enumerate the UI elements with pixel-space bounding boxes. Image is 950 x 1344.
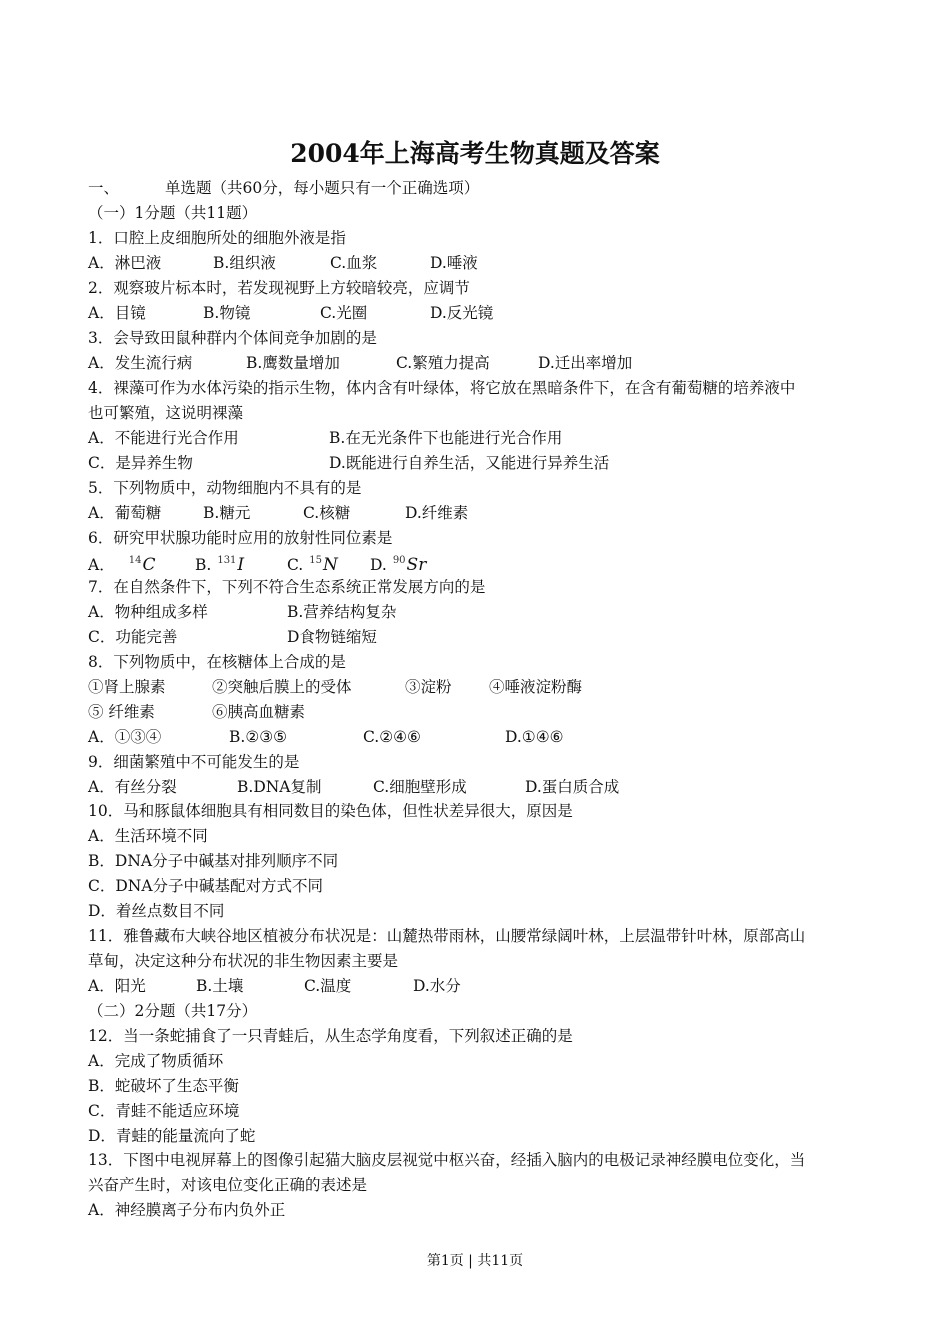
option-d: D.水分 — [413, 977, 461, 995]
element-symbol: Sr — [406, 555, 427, 575]
option-c: C.细胞壁形成 — [373, 778, 467, 796]
element-symbol: N — [322, 555, 338, 575]
question-stem: 5．下列物质中，动物细胞内不具有的是 — [88, 479, 362, 497]
part-heading: （一）1分题（共11题） — [88, 204, 258, 222]
option-d: D.迁出率增加 — [538, 354, 633, 372]
option-d: D.蛋白质合成 — [525, 778, 620, 796]
question-stem: 13．下图中电视屏幕上的图像引起猫大脑皮层视觉中枢兴奋，经插入脑内的电极记录神经膜电位变化，当 — [88, 1151, 806, 1169]
option-a: A．有丝分裂 — [88, 778, 177, 796]
option-a — [88, 551, 155, 575]
option-b: B.糖元 — [203, 504, 251, 522]
option-a: A．目镜 — [88, 304, 146, 322]
option-d: D.反光镜 — [430, 304, 494, 322]
question-stem: 12．当一条蛇捕食了一只青蛙后，从生态学角度看，下列叙述正确的是 — [88, 1027, 573, 1045]
option-b: B.组织液 — [213, 254, 276, 272]
option-c: C．DNA分子中碱基配对方式不同 — [88, 877, 324, 895]
element-symbol: I — [237, 555, 245, 575]
option-c: C.血浆 — [330, 254, 378, 272]
option-label: B. — [195, 556, 212, 574]
option-d: D.唾液 — [430, 254, 478, 272]
list-item: ⑤ 纤维素 — [88, 703, 155, 721]
list-item: ①肾上腺素 — [88, 678, 166, 696]
question-stem: 8．下列物质中，在核糖体上合成的是 — [88, 653, 346, 671]
option-d: D．着丝点数目不同 — [88, 902, 225, 920]
option-b: B.物镜 — [203, 304, 251, 322]
option-d: D．青蛙的能量流向了蛇 — [88, 1127, 256, 1145]
option-d: D.既能进行自养生活，又能进行异养生活 — [329, 454, 610, 472]
question-stem: 2．观察玻片标本时，若发现视野上方较暗较亮，应调节 — [88, 279, 470, 297]
question-stem: 4．裸藻可作为水体污染的指示生物，体内含有叶绿体，将它放在黑暗条件下，在含有葡萄糖的培养液中 — [88, 379, 796, 397]
page-footer: 第1页 | 共11页 — [426, 1253, 524, 1269]
question-stem: 3．会导致田鼠种群内个体间竞争加剧的是 — [88, 329, 377, 347]
option-c: C．青蛙不能适应环境 — [88, 1102, 240, 1120]
option-a: A．完成了物质循环 — [88, 1052, 224, 1070]
element-symbol: C — [142, 555, 156, 575]
option-a: A．物种组成多样 — [88, 603, 208, 621]
option-b — [195, 551, 244, 575]
question-stem-continued: 兴奋产生时，对该电位变化正确的表述是 — [88, 1176, 368, 1194]
option-a: A．葡萄糖 — [88, 504, 162, 522]
option-b: B.土壤 — [196, 977, 244, 995]
list-item: ③淀粉 — [405, 678, 452, 696]
option-label: D. — [370, 556, 387, 574]
option-a: A．神经膜离子分布内负外正 — [88, 1201, 286, 1219]
option-b: B.营养结构复杂 — [287, 603, 397, 621]
option-a: A．淋巴液 — [88, 254, 162, 272]
option-c: C.繁殖力提高 — [396, 354, 490, 372]
section-heading — [88, 178, 479, 198]
option-d: D食物链缩短 — [287, 628, 377, 646]
option-a: A．发生流行病 — [88, 354, 193, 372]
option-b: B.在无光条件下也能进行光合作用 — [329, 429, 563, 447]
part-heading: （二）2分题（共17分） — [88, 1002, 258, 1020]
mass-number: 15 — [309, 555, 322, 566]
list-item: ⑥胰高血糖素 — [212, 703, 306, 721]
option-a: A．阳光 — [88, 977, 146, 995]
option-b: B.②③⑤ — [229, 728, 288, 746]
mass-number: 131 — [217, 555, 237, 566]
page-title: 2004年上海高考生物真题及答案 — [290, 139, 660, 168]
option-a: A．不能进行光合作用 — [88, 429, 239, 447]
option-c: C.光圈 — [320, 304, 368, 322]
question-stem: 6．研究甲状腺功能时应用的放射性同位素是 — [88, 529, 393, 547]
question-stem: 11．雅鲁藏布大峡谷地区植被分布状况是：山麓热带雨林，山腰常绿阔叶林，上层温带针叶林，原部高山 — [88, 927, 806, 945]
question-stem-continued: 草甸，决定这种分布状况的非生物因素主要是 — [88, 952, 399, 970]
option-d: D.纤维素 — [405, 504, 469, 522]
list-item: ②突触后膜上的受体 — [212, 678, 352, 696]
section-label: 单选题（共60分，每小题只有一个正确选项） — [165, 179, 480, 197]
option-label: C. — [287, 556, 304, 574]
section-number: 一、 — [88, 179, 120, 197]
option-c: C.温度 — [304, 977, 352, 995]
option-c — [287, 551, 338, 575]
option-d: D.①④⑥ — [505, 728, 564, 746]
question-stem: 10．马和豚鼠体细胞具有相同数目的染色体，但性状差异很大，原因是 — [88, 802, 573, 820]
option-c: C.②④⑥ — [363, 728, 421, 746]
option-b: B．DNA分子中碱基对排列顺序不同 — [88, 852, 339, 870]
option-b: B.鹰数量增加 — [246, 354, 340, 372]
question-stem: 1．口腔上皮细胞所处的细胞外液是指 — [88, 229, 346, 247]
option-b: B.DNA复制 — [237, 778, 322, 796]
option-c: C.核糖 — [303, 504, 351, 522]
option-b: B．蛇破坏了生态平衡 — [88, 1077, 239, 1095]
mass-number: 90 — [392, 555, 406, 566]
question-stem: 7．在自然条件下，下列不符合生态系统正常发展方向的是 — [88, 578, 486, 596]
option-c: C．功能完善 — [88, 628, 178, 646]
question-stem: 9．细菌繁殖中不可能发生的是 — [88, 753, 300, 771]
option-label: A． — [88, 556, 115, 574]
list-item: ④唾液淀粉酶 — [489, 678, 583, 696]
option-c: C．是异养生物 — [88, 454, 193, 472]
mass-number: 14 — [128, 555, 142, 566]
option-a: A．生活环境不同 — [88, 827, 208, 845]
option-d — [370, 551, 426, 575]
question-stem-continued: 也可繁殖，这说明裸藻 — [88, 404, 244, 422]
option-a: A．①③④ — [88, 728, 162, 746]
